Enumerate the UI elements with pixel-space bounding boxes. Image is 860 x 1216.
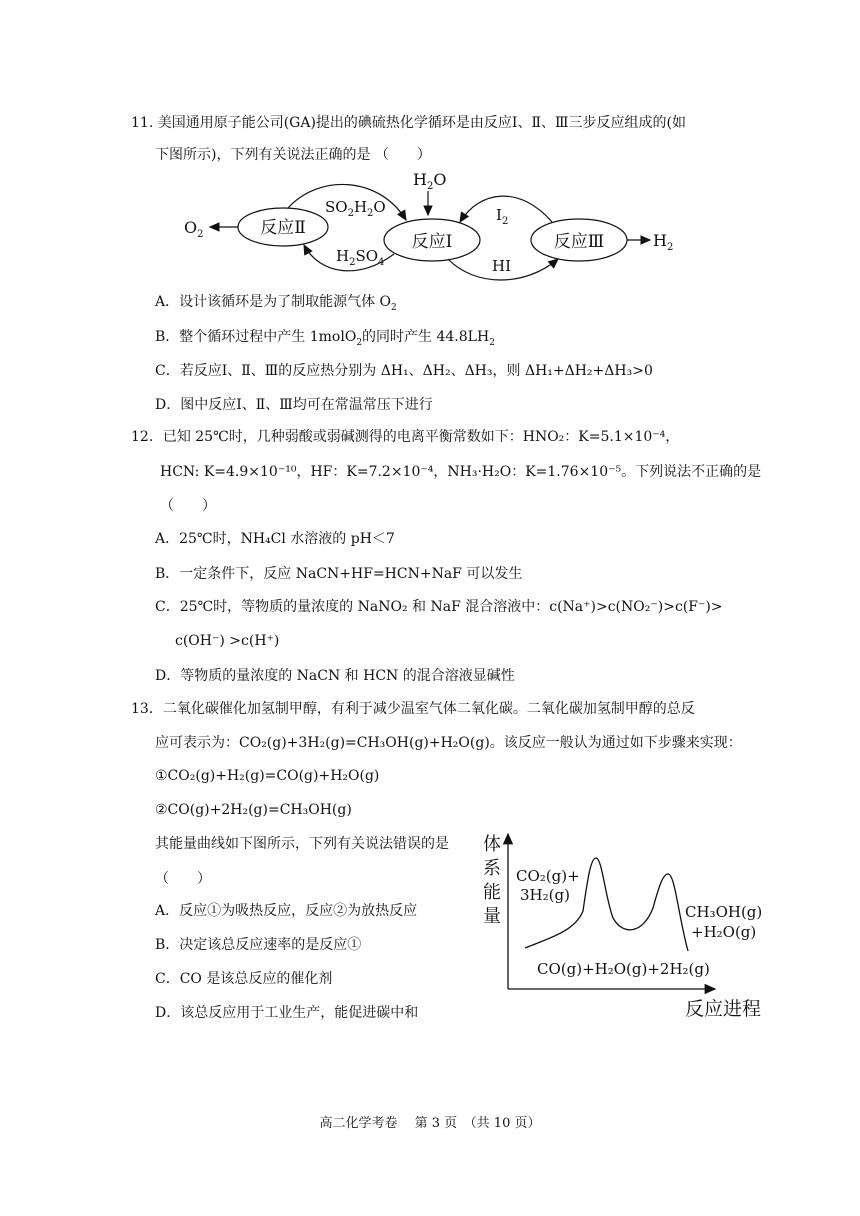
svg-text:H2O: $H_2O$: [413, 170, 447, 192]
intermediate-label: CO(g)+H₂O(g)+2H₂(g): [537, 960, 710, 978]
q13-step2: ②CO(g)+2H₂(g)=CH₃OH(g): [155, 802, 352, 818]
q13-stem-line4: （ ）: [155, 871, 211, 887]
q11-stem-line2: 下图所示)，下列有关说法正确的是 （ ）: [155, 147, 431, 163]
reaction-3-label: 反应Ⅲ: [553, 232, 605, 252]
q13-option-c: C．CO 是该总反应的催化剂: [155, 971, 333, 987]
svg-text:SO2H2O: $SO_2H_2O$: [325, 198, 386, 219]
q12-option-c-line1: C．25℃时，等物质的量浓度的 NaNO₂ 和 NaF 混合溶液中：c(Na⁺)>c(NO₂⁻)>c(F⁻)>: [155, 599, 723, 615]
q13-stem-line1: 13．二氧化碳催化加氢制甲醇，有利于减少温室气体二氧化碳。二氧化碳加氢制甲醇的总反: [131, 701, 695, 717]
end-label-2: +H₂O(g): [691, 923, 757, 941]
svg-text:I2: $I_2$: [496, 206, 509, 227]
y-label-char-1: 体: [483, 834, 501, 855]
q13-option-d: D．该总反应用于工业生产，能促进碳中和: [155, 1005, 419, 1021]
q11-option-a: A．设计该循环是为了制取能源气体 $O_2$: [155, 294, 397, 313]
reaction-1-label: 反应Ⅰ: [411, 232, 453, 252]
q11-option-b: B．整个循环过程中产生 1molO$_2$的同时产生 $44.8LH_2$: [155, 329, 495, 348]
reaction-2-label: 反应Ⅱ: [260, 218, 306, 238]
q12-option-c-line2: c(OH⁻) >c(H⁺): [175, 633, 280, 649]
q12-stem-line1: 12．已知 25℃时，几种弱酸或弱碱测得的电离平衡常数如下：HNO₂：K=5.1×10⁻⁴，: [131, 429, 680, 445]
start-label-2: 3H₂(g): [520, 886, 570, 904]
svg-text:H2: $H_2$: [653, 231, 674, 253]
q13-stem-line3: 其能量曲线如下图所示，下列有关说法错误的是: [155, 836, 449, 852]
svg-text:O2: $O_2$: [184, 218, 204, 240]
x-axis-label: 反应进程: [685, 998, 762, 1020]
q13-option-b: B．决定该总反应速率的是反应①: [155, 937, 362, 953]
q12-option-d: D．等物质的量浓度的 NaCN 和 HCN 的混合溶液显碱性: [155, 668, 515, 684]
y-label-char-3: 能: [483, 882, 501, 903]
page-footer: 高二化学考卷 第 3 页 （共 10 页）: [319, 1116, 541, 1131]
svg-text:HI: HI: [492, 257, 512, 275]
q13-option-a: A．反应①为吸热反应，反应②为放热反应: [155, 903, 418, 919]
q13-step1: ①CO₂(g)+H₂(g)=CO(g)+H₂O(g): [155, 768, 380, 784]
q11-stem-line1: 11. 美国通用原子能公司(GA)提出的碘硫热化学循环是由反应Ⅰ、Ⅱ、Ⅲ三步反应组成的(如: [131, 115, 686, 131]
y-label-char-2: 系: [483, 858, 501, 879]
q12-stem-line2: HCN: K=4.9×10⁻¹⁰，HF：K=7.2×10⁻⁴，NH₃·H₂O：K=1.76×10⁻⁵。下列说法不正确的是: [160, 464, 762, 480]
svg-text:H2SO4: $H_2SO_4$: [336, 247, 385, 268]
q12-stem-line3: （ ）: [160, 498, 216, 514]
y-label-char-4: 量: [483, 906, 501, 927]
q13-stem-line2: 应可表示为：CO₂(g)+3H₂(g)=CH₃OH(g)+H₂O(g)。该反应一般认为通过如下步骤来实现：: [155, 735, 742, 751]
start-label-1: CO₂(g)+: [516, 867, 580, 885]
q11-option-c: C．若反应Ⅰ、Ⅱ、Ⅲ的反应热分别为 ΔH₁、ΔH₂、ΔH₃，则 ΔH₁+ΔH₂+ΔH₃>0: [155, 363, 653, 379]
q11-option-d: D．图中反应Ⅰ、Ⅱ、Ⅲ均可在常温常压下进行: [155, 397, 433, 413]
q12-option-a: A．25℃时，NH₄Cl 水溶液的 pH＜7: [155, 531, 395, 547]
energy-profile-figure: [475, 826, 775, 1021]
end-label-1: CH₃OH(g): [685, 903, 763, 921]
iodine-sulfur-cycle-diagram: [180, 165, 690, 285]
q12-option-b: B．一定条件下，反应 NaCN+HF=HCN+NaF 可以发生: [155, 566, 523, 582]
